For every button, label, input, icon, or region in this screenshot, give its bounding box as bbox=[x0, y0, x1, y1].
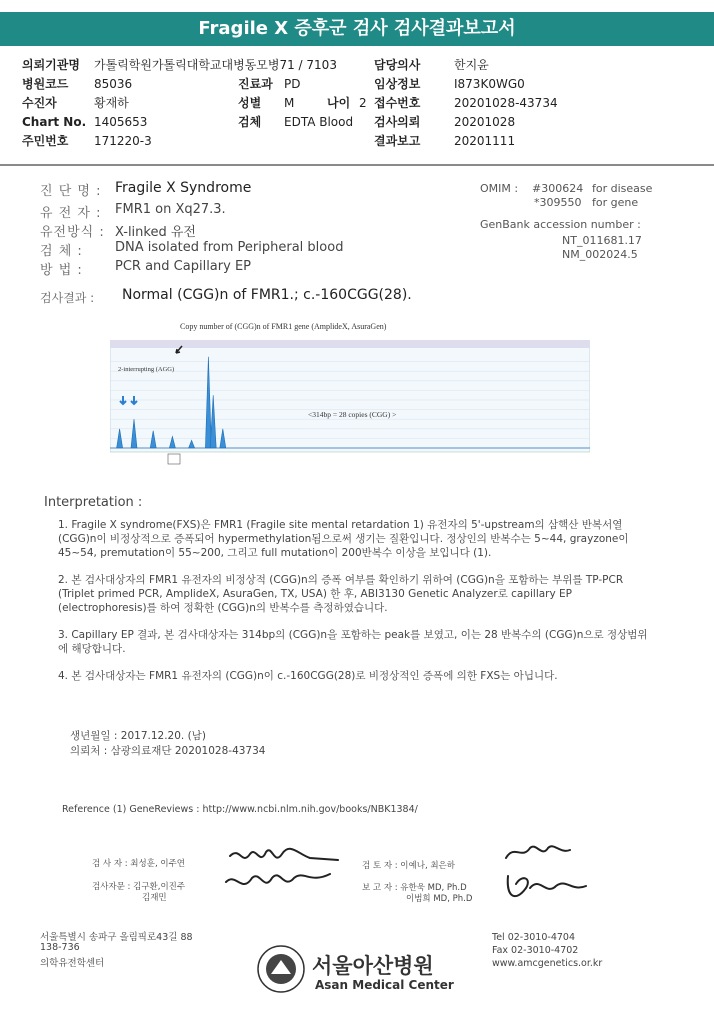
label-hospital-code: 병원코드 bbox=[22, 77, 69, 91]
signature-stroke bbox=[506, 846, 570, 858]
header-row-5 bbox=[22, 132, 702, 150]
value-chart-no: 1405653 bbox=[94, 115, 148, 129]
interpretation-heading: Interpretation : bbox=[44, 495, 143, 510]
omim-gene-code: *309550 bbox=[534, 196, 582, 209]
signature-stroke bbox=[230, 849, 338, 860]
value-patient: 황재하 bbox=[94, 96, 129, 110]
asan-foundation-logo bbox=[256, 944, 306, 994]
label-patient: 수진자 bbox=[22, 96, 57, 110]
signature-image-1 bbox=[220, 836, 350, 906]
header-info bbox=[22, 56, 702, 152]
diagnosis-row bbox=[40, 180, 460, 198]
peak-label: <314bp = 28 copies (CGG) > bbox=[308, 410, 397, 419]
specimen-row bbox=[40, 240, 460, 258]
value-specimen: EDTA Blood bbox=[284, 115, 354, 129]
value-hospital-code: 85036 bbox=[94, 77, 133, 91]
omim-gene-text: for gene bbox=[592, 196, 639, 209]
label-department: 진료과 bbox=[238, 77, 273, 91]
interpretation-item-1: 1. Fragile X syndrome(FXS)은 FMR1 (Fragile site mental retardation 1) 유전자의 5'-upstream의 삼핵산 반복서열 (CGG)n이 비정상적으로 증폭되어 hypermethylation됨으로써 생기는 질환입니다. 정상인의 반복수는 5~44, grayzone이 45~54, premutation이 55~200, 그리고 full mutation이 200반복수 이상을 보입니다 (1). bbox=[58, 519, 629, 559]
interpretation-item-3: 3. Capillary EP 결과, 본 검사대상자는 314bp의 (CGG)n을 포함하는 peak를 보였고, 이는 28 반복수의 (CGG)n으로 정상범위에 해당합니다. bbox=[58, 629, 648, 655]
inheritance-row bbox=[40, 221, 460, 239]
method-row bbox=[40, 259, 460, 277]
value-report-date: 20201111 bbox=[454, 134, 516, 148]
interpretation-body bbox=[58, 518, 648, 696]
referrer: 의뢰처 : 삼광의료재단 20201028-43734 bbox=[70, 745, 266, 757]
footer-address-1: 서울특별시 송파구 올림픽로43길 88 bbox=[40, 932, 193, 943]
gene-row bbox=[40, 202, 460, 220]
method-label: 방 법 : bbox=[40, 263, 83, 278]
result-label: 검사결과 : bbox=[40, 291, 95, 305]
reporter: 보 고 자 : 유한욱 MD, Ph.D bbox=[362, 883, 467, 893]
genbank-acc-1: NT_011681.17 bbox=[562, 234, 642, 247]
header-divider bbox=[0, 164, 714, 166]
advisor: 검사자문 : 김구환,이진주 bbox=[92, 882, 186, 892]
label-clinical-info: 임상정보 bbox=[374, 77, 421, 91]
diagnosis-value: Fragile X Syndrome bbox=[115, 180, 252, 196]
footer-website: www.amcgenetics.or.kr bbox=[492, 958, 603, 969]
label-resident-no: 주민번호 bbox=[22, 134, 69, 148]
header-row-4 bbox=[22, 113, 702, 131]
omim-label: OMIM : bbox=[480, 182, 519, 195]
advisor-2: 김재민 bbox=[142, 893, 167, 903]
asan-logo-icon bbox=[256, 944, 306, 994]
omim-disease-code: #300624 bbox=[532, 182, 584, 195]
omim-disease-text: for disease bbox=[592, 182, 653, 195]
signature-stroke bbox=[508, 876, 586, 896]
signature-image-2 bbox=[486, 836, 606, 906]
specimen-label: 검 체 : bbox=[40, 244, 83, 259]
label-receipt-no: 접수번호 bbox=[374, 96, 421, 110]
method-value: PCR and Capillary EP bbox=[115, 259, 251, 274]
label-doctor: 담당의사 bbox=[374, 58, 421, 72]
electropherogram-plot bbox=[110, 340, 590, 470]
reviewer: 검 토 자 : 이예나, 최은하 bbox=[362, 861, 455, 871]
electropherogram bbox=[110, 322, 590, 472]
reporter-2: 이범희 MD, Ph.D bbox=[406, 894, 473, 904]
inheritance-label: 유전방식 : bbox=[40, 225, 105, 240]
genbank-acc-2: NM_002024.5 bbox=[562, 248, 638, 261]
value-institution: 가톨릭학원가톨릭대학교대병동모병71 / 7103 bbox=[94, 58, 337, 72]
footer-tel: Tel 02-3010-4704 bbox=[492, 932, 575, 943]
value-clinical-info: I873K0WG0 bbox=[454, 77, 525, 91]
omim-block bbox=[480, 182, 680, 266]
label-institution: 의뢰기관명 bbox=[22, 58, 80, 72]
diagnosis-label: 진 단 명 : bbox=[40, 184, 102, 199]
result-row bbox=[40, 287, 680, 307]
genbank-label: GenBank accession number : bbox=[480, 218, 641, 231]
birth-date: 생년월일 : 2017.12.20. (남) bbox=[70, 730, 206, 742]
peak-size-box bbox=[168, 454, 180, 464]
result-value: Normal (CGG)n of FMR1.; c.-160CGG(28). bbox=[122, 287, 412, 303]
test-info bbox=[40, 180, 460, 280]
hospital-name-korean: 서울아산병원 bbox=[312, 954, 434, 978]
label-chart-no: Chart No. bbox=[22, 115, 87, 129]
header-row-1 bbox=[22, 56, 702, 74]
specimen-value: DNA isolated from Peripheral blood bbox=[115, 240, 344, 255]
footer-fax: Fax 02-3010-4702 bbox=[492, 945, 579, 956]
interpretation-item-4: 4. 본 검사대상자는 FMR1 유전자의 (CGG)n이 c.-160CGG(28)로 비정상적인 증폭에 의한 FXS는 아닙니다. bbox=[58, 670, 558, 682]
label-age: 나이 bbox=[327, 96, 351, 110]
value-age: 2 bbox=[359, 96, 367, 110]
interrupt-label: 2-interrupting (AGG) bbox=[118, 366, 175, 373]
reference-text: Reference (1) GeneReviews : http://www.ncbi.nlm.nih.gov/books/NBK1384/ bbox=[62, 804, 418, 815]
footer-address-2: 138-736 bbox=[40, 942, 80, 953]
value-request-date: 20201028 bbox=[454, 115, 516, 129]
header-row-2 bbox=[22, 75, 702, 93]
header-row-3 bbox=[22, 94, 702, 112]
hospital-name-english: Asan Medical Center bbox=[315, 978, 454, 992]
value-resident-no: 171220-3 bbox=[94, 134, 152, 148]
interpretation-item-2: 2. 본 검사대상자의 FMR1 유전자의 비정상적 (CGG)n의 증폭 여부를 확인하기 위하여 (CGG)n을 포함하는 부위를 TP-PCR (Triplet primed PCR, AmplideX, AsuraGen, TX, USA) 한 후, ABI3130 Genetic Analyzer로 capillary EP (electrophoresis)를 하여 정확한 (CGG)n의 반복수를 측정하였습니다. bbox=[58, 574, 624, 614]
label-sex: 성별 bbox=[238, 96, 262, 110]
gene-label: 유 전 자 : bbox=[40, 206, 102, 221]
plot-area bbox=[110, 340, 590, 452]
label-specimen: 검체 bbox=[238, 115, 262, 129]
gene-value: FMR1 on Xq27.3. bbox=[115, 202, 226, 217]
value-receipt-no: 20201028-43734 bbox=[454, 96, 558, 110]
value-sex: M bbox=[284, 96, 295, 110]
value-doctor: 한지윤 bbox=[454, 58, 489, 72]
footer-department: 의학유전학센터 bbox=[40, 958, 105, 969]
report-title: Fragile X 증후군 검사 검사결과보고서 bbox=[0, 12, 714, 46]
label-report-date: 결과보고 bbox=[374, 134, 421, 148]
examiner: 검 사 자 : 최성훈, 이주연 bbox=[92, 859, 185, 869]
electropherogram-title: Copy number of (CGG)n of FMR1 gene (AmplideX, AsuraGen) bbox=[180, 322, 387, 331]
value-department: PD bbox=[284, 77, 301, 91]
label-request-date: 검사의뢰 bbox=[374, 115, 421, 129]
inheritance-value: X-linked 유전 bbox=[115, 225, 196, 240]
signature-stroke bbox=[226, 874, 330, 884]
